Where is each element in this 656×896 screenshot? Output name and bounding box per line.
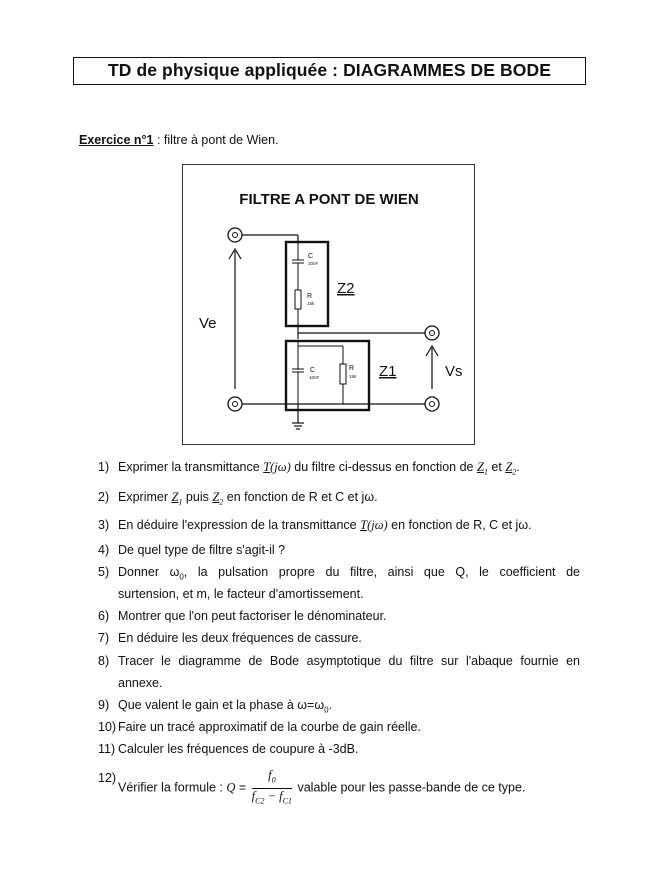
z2-c-label: C [308,253,314,260]
vs-arrow-icon [426,346,438,389]
question-number: 6) [98,609,110,623]
question-number: 3) [98,518,110,532]
question-text: Vérifier la formule : [118,780,227,795]
ve-label: Ve [199,315,217,332]
question-text: En déduire l'expression de la transmittance [118,518,361,532]
exercise-text: : filtre à pont de Wien. [153,133,279,147]
z1-r-value: 15k [349,374,357,379]
math-sub: 2 [219,497,224,507]
exercise-heading [79,133,279,147]
question-text: annexe. [118,676,163,690]
question-number: 5) [98,565,110,579]
question-text: puis [182,490,213,504]
math-jw: (jω) [367,518,388,532]
z1-c-value: 10nF [309,375,320,380]
math-T: T [263,460,271,474]
math-sub: 0 [271,775,276,785]
z2-r-value: 15k [307,301,315,306]
z2-c-value: 10nF [308,261,319,266]
z1-label: Z1 [379,363,397,380]
math-f: f [268,768,272,782]
circuit-diagram [183,165,476,446]
question-text: Donner ω [118,565,180,579]
question-number: 1) [98,460,110,474]
math-f: f [279,788,283,803]
question-text: en fonction de R et C et jω. [223,490,378,504]
question-text: Faire un tracé approximatif de la courbe de gain réelle. [118,720,421,734]
question-text: De quel type de filtre s'agit-il ? [118,543,286,557]
z2-block [286,242,328,326]
math-Z: Z [171,490,179,504]
question-text: . [328,698,333,712]
z1-c-label: C [310,367,316,374]
question-text: valable pour les passe-bande de ce type. [294,780,526,795]
math-sub: C2 [255,796,265,805]
math-sub: 1 [178,497,183,507]
question-number: 11) [98,742,116,756]
math-sub: 2 [512,467,517,477]
question-text: . [516,460,520,474]
math-minus: − [264,788,280,803]
terminal-icon [228,228,439,411]
math-sub: 1 [483,467,488,477]
question-number: 7) [98,631,110,645]
math-Z: Z [212,490,220,504]
math-sub: 0 [324,705,329,715]
q-formula-fraction [252,768,292,808]
question-number: 8) [98,654,110,668]
question-text: Exprimer la transmittance [118,460,264,474]
math-Z: Z [505,460,513,474]
vs-label: Vs [445,363,463,380]
math-Z: Z [476,460,484,474]
question-number: 9) [98,698,110,712]
question-text: Calculer les fréquences de coupure à -3dB. [118,742,359,756]
question-text: Montrer que l'on peut factoriser le dénominateur. [118,609,387,623]
z2-r-label: R [307,293,313,300]
math-T: T [360,518,368,532]
question-text: et [487,460,506,474]
page-title: TD de physique appliquée : DIAGRAMMES DE BODE [73,57,586,85]
z1-r-label: R [349,365,355,372]
question-number: 12) [98,771,117,785]
ve-arrow-icon [229,249,241,389]
math-jw: (jω) [270,460,291,474]
question-number: 10) [98,720,117,734]
math-Q: Q [226,780,236,795]
math-f: f [251,788,256,803]
ground-icon [292,423,304,429]
question-text: en fonction de R, C et jω. [387,518,532,532]
math-eq: = [235,780,250,795]
math-sub: C1 [282,796,292,805]
question-number: 4) [98,543,110,557]
question-text: En déduire les deux fréquences de cassure. [118,631,362,645]
exercise-label: Exercice n°1 [79,133,154,147]
question-text: Exprimer [118,490,172,504]
wien-bridge-figure [182,164,475,445]
figure-title: FILTRE A PONT DE WIEN [239,191,419,208]
question-text: Que valent le gain et la phase à ω=ω [118,698,325,712]
question-number: 2) [98,490,110,504]
question-text: , la pulsation propre du filtre, ainsi que Q, le coefficient de [183,565,580,579]
question-text: surtension, et m, le facteur d'amortissement. [118,587,364,601]
question-text: du filtre ci-dessus en fonction de [290,460,477,474]
z2-label: Z2 [337,280,355,297]
math-sub: 0 [179,572,184,582]
question-text: Tracer le diagramme de Bode asymptotique du filtre sur l'abaque fournie en [118,654,580,668]
